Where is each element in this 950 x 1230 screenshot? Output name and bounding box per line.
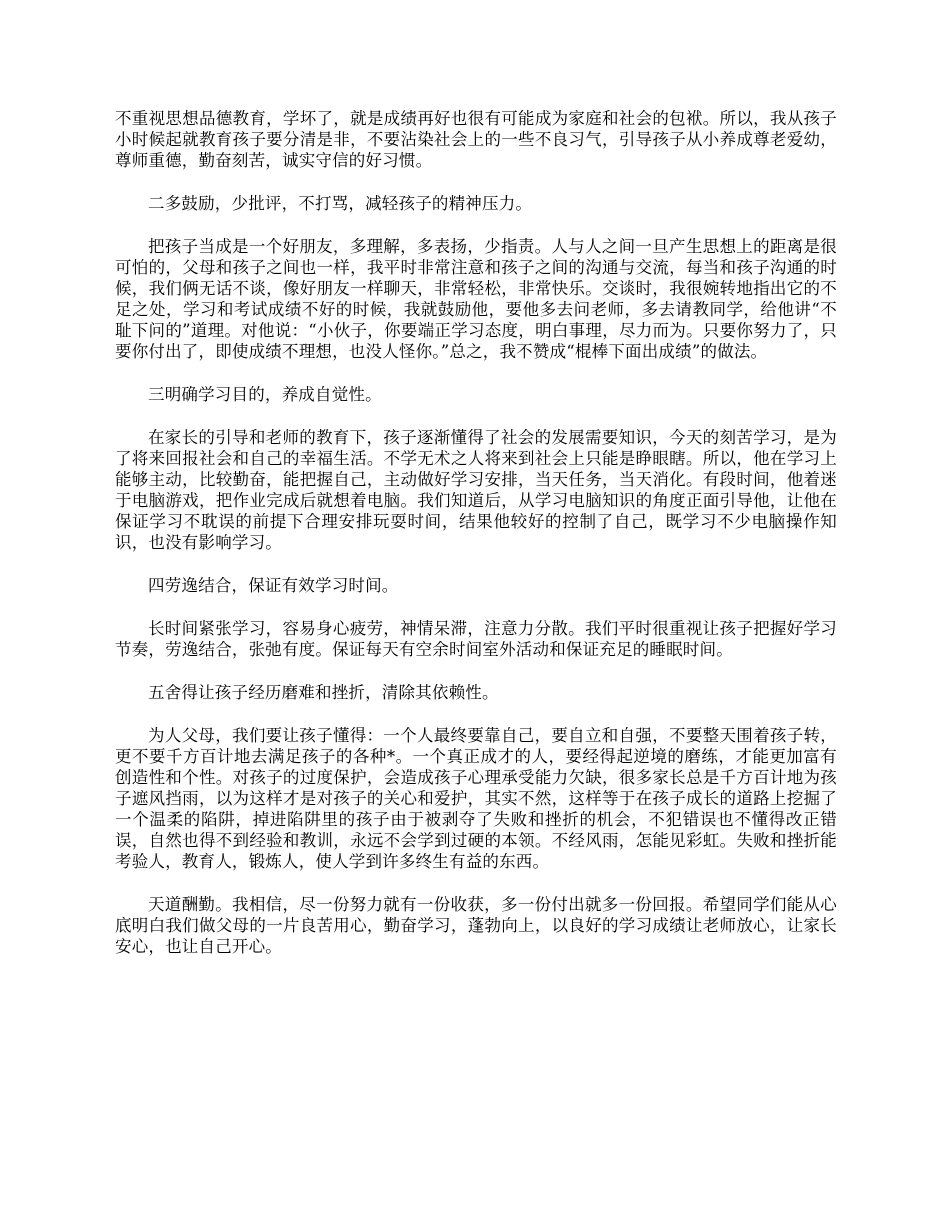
paragraph-hardship: 为人父母，我们要让孩子懂得：一个人最终要靠自己，要自立和自强，不要整天围着孩子转，更不要千方百计地去满足孩子的各种*。一个真正成才的人，要经得起逆境的磨练，才能更加富有创造性和个性。对孩子的过度保护，会造成孩子心理承受能力欠缺，很多家长总是千方百计地为孩子遮风挡雨，以为这样才是对孩子的关心和爱护，其实不然，这样等于在孩子成长的道路上挖掘了一个温柔的陷阱，掉进陷阱里的孩子由于被剥夺了失败和挫折的机会，不犯错误也不懂得改正错误，自然也得不到经验和教训，永远不会学到过硬的本领。不经风雨，怎能见彩虹。失败和挫折能考验人，教育人，锻炼人，使人学到许多终生有益的东西。 [115, 726, 837, 871]
section-heading-work-rest: 四劳逸结合，保证有效学习时间。 [148, 576, 399, 595]
paragraph-intro: 不重视思想品德教育，学坏了，就是成绩再好也很有可能成为家庭和社会的包袱。所以，我从孩子小时候起就教育孩子要分清是非，不要沾染社会上的一些不良习气，引导孩子从小养成尊老爱幼，尊师重德，勤奋刻苦，诚实守信的好习惯。 [115, 109, 837, 170]
paragraph-work-rest: 长时间紧张学习，容易身心疲劳，神情呆滞，注意力分散。我们平时很重视让孩子把握好学习节奏，劳逸结合，张弛有度。保证每天有空余时间室外活动和保证充足的睡眠时间。 [115, 619, 837, 659]
paragraph-encouragement: 把孩子当成是一个好朋友，多理解，多表扬，少指责。人与人之间一旦产生思想上的距离是很可怕的，父母和孩子之间也一样，我平时非常注意和孩子之间的沟通与交流，每当和孩子沟通的时候，我们俩无话不谈，像好朋友一样聊天，非常轻松，非常快乐。交谈时，我很婉转地指出它的不足之处，学习和考试成绩不好的时候，我就鼓励他，要他多去问老师，多去请教同学，给他讲“不耻下问的”道理。对他说：“小伙子，你要端正学习态度，明白事理，尽力而为。只要你努力了，只要你付出了，即使成绩不理想，也没人怪你。”总之，我不赞成“棍棒下面出成绩”的做法。 [115, 237, 837, 361]
paragraph-learning-purpose: 在家长的引导和老师的教育下，孩子逐渐懂得了社会的发展需要知识，今天的刻苦学习，是为了将来回报社会和自己的幸福生活。不学无术之人将来到社会上只能是睁眼瞎。所以，他在学习上能够主动，比较勤奋，能把握自己，主动做好学习安排，当天任务，当天消化。有段时间，他着迷于电脑游戏，把作业完成后就想着电脑。我们知道后，从学习电脑知识的角度正面引导他，让他在保证学习不耽误的前提下合理安排玩耍时间，结果他较好的控制了自己，既学习不少电脑操作知识，也没有影响学习。 [115, 428, 837, 552]
section-heading-hardship: 五舍得让孩子经历磨难和挫折，清除其依赖性。 [148, 683, 499, 702]
paragraph-conclusion: 天道酬勤。我相信，尽一份努力就有一份收获，多一份付出就多一份回报。希望同学们能从心底明白我们做父母的一片良苦用心，勤奋学习，蓬勃向上，以良好的学习成绩让老师放心，让家长安心，也让自己开心。 [115, 895, 837, 956]
section-heading-learning-purpose: 三明确学习目的，养成自觉性。 [148, 385, 382, 404]
document-page [115, 108, 837, 979]
section-heading-encouragement: 二多鼓励，少批评，不打骂，减轻孩子的精神压力。 [148, 194, 533, 213]
